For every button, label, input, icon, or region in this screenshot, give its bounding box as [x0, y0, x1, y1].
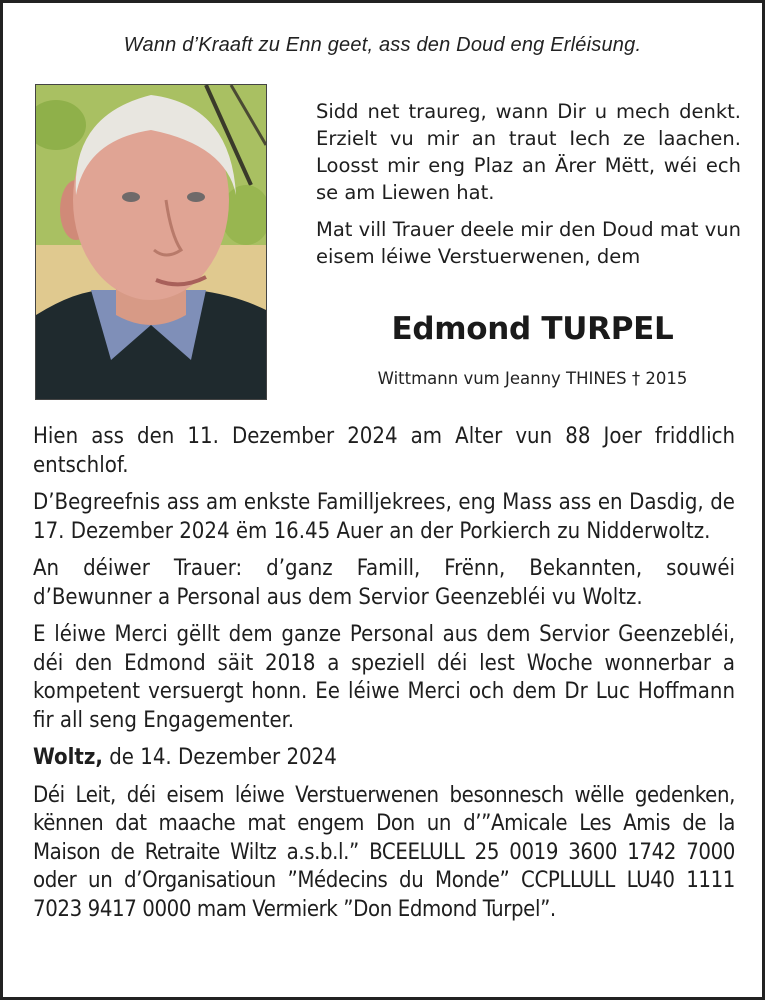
portrait-illustration [36, 85, 266, 399]
poem-stanza: Mat vill Trauer deele mir den Doud mat vun eisem léiwe Verstuerwenen, dem [316, 218, 741, 268]
deceased-name: Edmond TURPEL [391, 311, 674, 347]
eye [122, 192, 140, 202]
portrait-photo [35, 84, 267, 400]
place: Woltz, [33, 745, 103, 770]
widower-line: Wittmann vum Jeanny THINES † 2015 [377, 369, 688, 388]
donation-info: Déi Leit, déi eisem léiwe Verstuerwenen besonnesch wëlle gedenken, kënnen dat maache mat engem Don un d’”Amicale Les Amis de la Maison de Retraite Wiltz a.s.b.l.” BCEELULL 25 0019 3600 1742 7000 oder un d’Organisatioun ”Médecins du Monde” CCPLLULL LU40 1111 7023 9417 0000 mam Vermierk ”Don Edmond Turpel”. [33, 782, 735, 922]
date: de 14. Dezember 2024 [102, 745, 337, 770]
funeral-details: D’Begreefnis ass am enkste Familljekrees, eng Mass ass en Dasdig, de 17. Dezember 2024 ëm 16.45 Auer an der Porkierch zu Nidderwoltz. [33, 490, 735, 544]
mourners: An déiwer Trauer: d’ganz Famill, Frënn, Bekannten, souwéi d’Bewunner a Personal aus dem Servior Geenzebléi vu Woltz. [33, 556, 735, 610]
motto: Wann d’Kraaft zu Enn geet, ass den Doud eng Erléisung. [123, 34, 642, 56]
place-and-date [33, 744, 735, 773]
poem-stanza: Sidd net traureg, wann Dir u mech denkt. Erzielt vu mir an traut Iech ze laachen. Loosst mir eng Plaz an Ärer Mëtt, wéi ech se am Liewen hat. [316, 100, 741, 204]
eye [187, 192, 205, 202]
poem [316, 98, 741, 280]
notice-body [33, 423, 735, 933]
acknowledgements: E léiwe Merci gëllt dem ganze Personal aus dem Servior Geenzebléi, déi den Edmond säit 2018 a speziell déi lest Woche wonnerbar a kompetent versuergt honn. Ee léiwe Merci och dem Dr Luc Hoffmann fir all seng Engagementer. [33, 622, 735, 733]
death-announcement: Hien ass den 11. Dezember 2024 am Alter vun 88 Joer friddlich entschlof. [33, 424, 735, 478]
